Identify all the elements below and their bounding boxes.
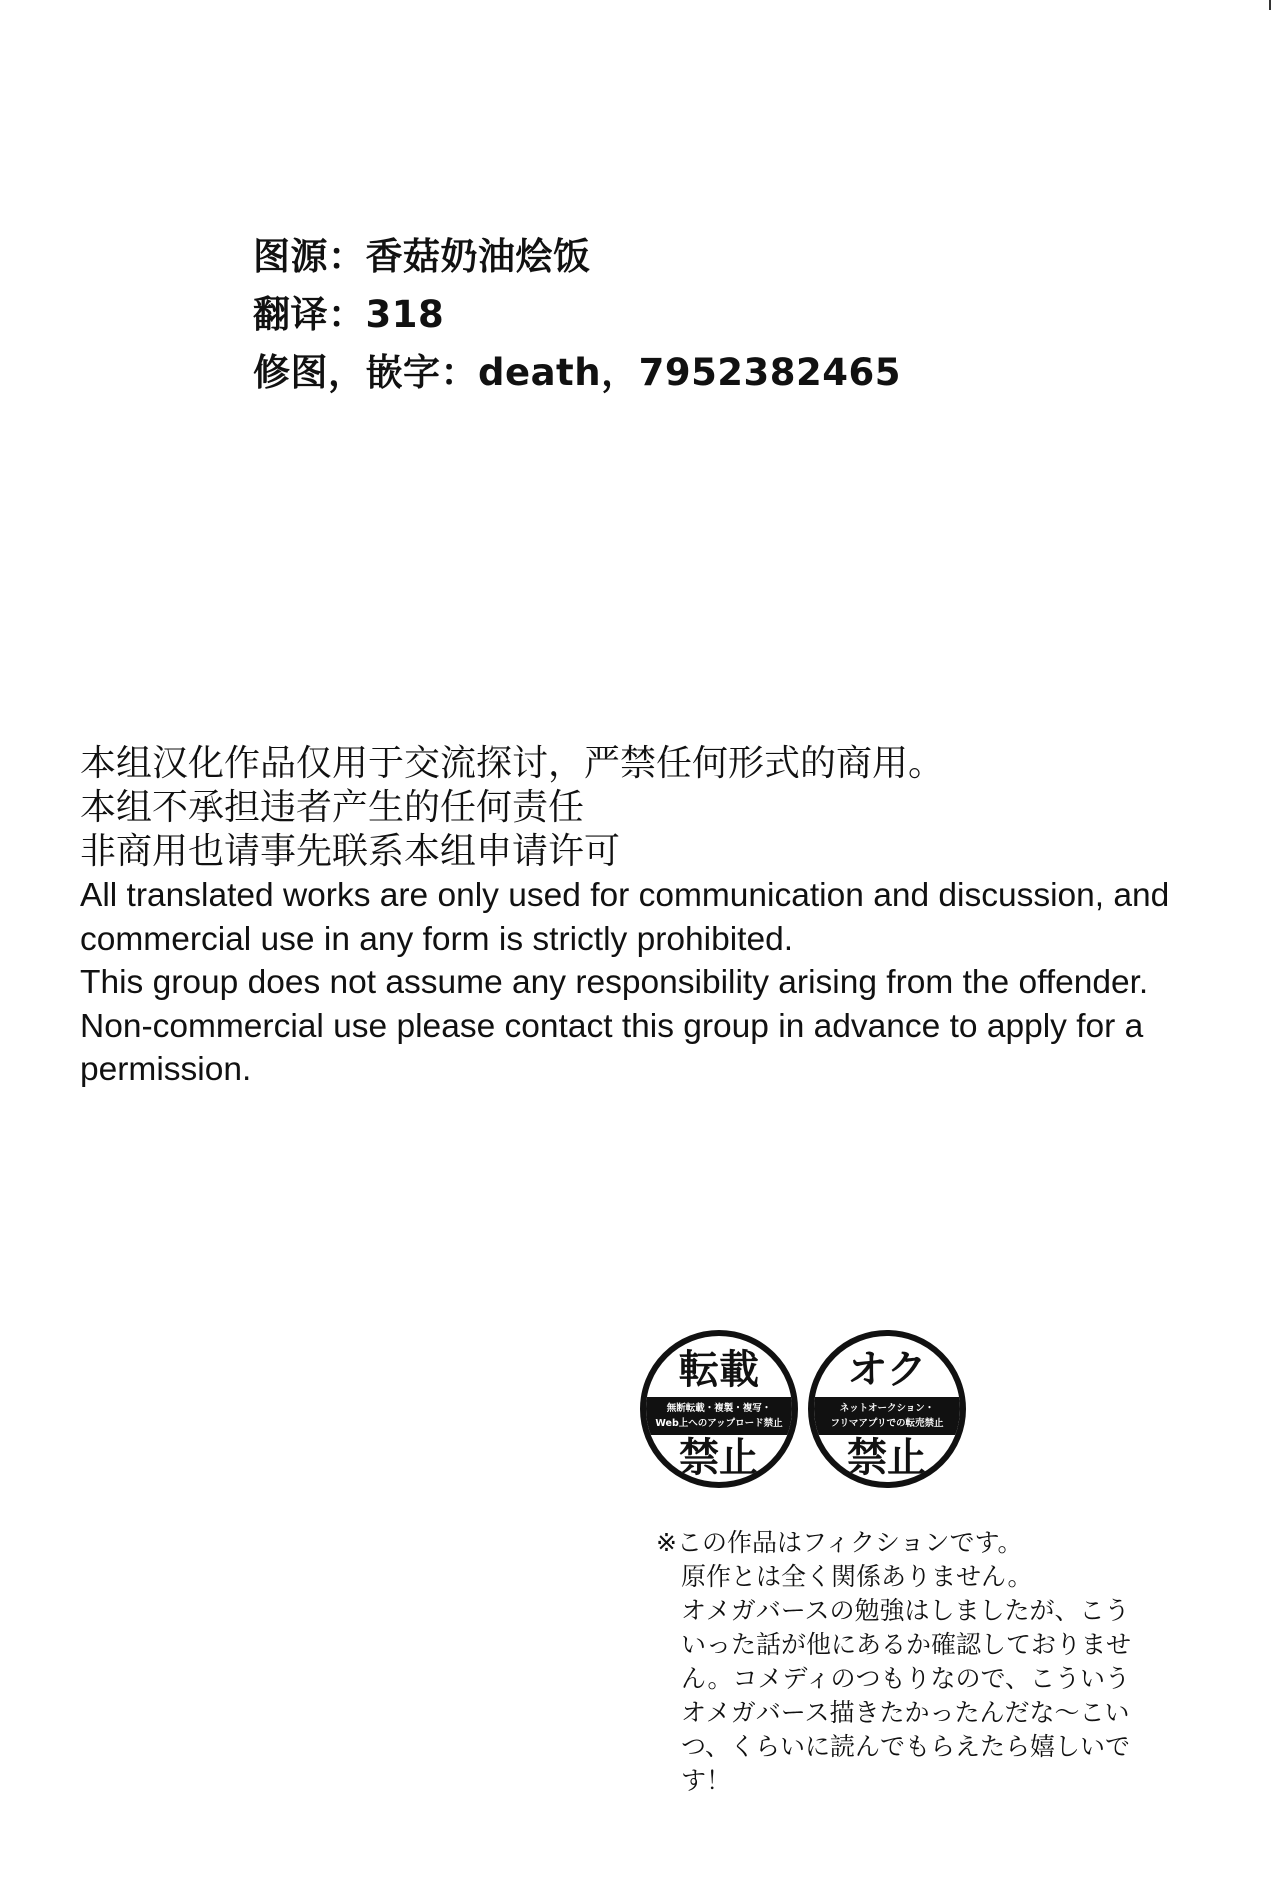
fiction-note-line: つ、くらいに読んでもらえたら嬉しいで — [681, 1732, 1131, 1761]
badge-band-line: フリマアプリでの転売禁止 — [830, 1418, 944, 1429]
fiction-note-line: オメガバースの勉強はしましたが、こう — [681, 1596, 1130, 1625]
prohibition-badges — [640, 1330, 980, 1500]
badge-top-text: オク — [847, 1347, 927, 1393]
credit-editing: 修图，嵌字：death，7952382465 — [253, 351, 902, 394]
badge-band — [642, 1397, 796, 1435]
notice-en-paragraph: Non-commercial use please contact this group in advance to apply for a permission. — [80, 1007, 1144, 1088]
credit-translation: 翻译：318 — [253, 293, 445, 336]
badge-band-line: ネットオークション・ — [839, 1403, 935, 1414]
no-auction-badge — [808, 1330, 966, 1488]
fiction-note-body — [656, 1560, 1161, 1798]
notice-cn-line: 本组汉化作品仅用于交流探讨，严禁任何形式的商用。 — [80, 743, 945, 784]
notice-en-paragraph: All translated works are only used for communication and discussion, and commercial use in any form is strictly prohibited. — [80, 877, 1170, 958]
fiction-note — [656, 1526, 1176, 1798]
badge-band-line: 無断転載・複製・複写・ — [666, 1403, 772, 1414]
disclaimer-notice — [80, 742, 1230, 1092]
credits-block — [253, 228, 953, 402]
badge-bottom-text: 禁止 — [679, 1435, 759, 1481]
fiction-note-first-line: ※この作品はフィクションです。 — [656, 1528, 1023, 1557]
badge-band — [810, 1397, 964, 1435]
credit-source: 图源：香菇奶油烩饭 — [253, 235, 591, 278]
badge-bottom-text: 禁止 — [847, 1435, 927, 1481]
fiction-note-line: いった話が他にあるか確認しておりませ — [681, 1630, 1132, 1659]
fiction-note-line: オメガバース描きたかったんだな〜こい — [681, 1698, 1130, 1727]
badge-top-text: 転載 — [679, 1347, 759, 1393]
no-reprint-badge — [640, 1330, 798, 1488]
notice-cn-line: 本组不承担违者产生的任何责任 — [80, 787, 585, 828]
fiction-note-line: す！ — [681, 1766, 732, 1795]
fiction-note-line: 原作とは全く関係ありません。 — [681, 1562, 1033, 1591]
fiction-note-line: ん。コメディのつもりなので、こういう — [681, 1664, 1131, 1693]
page-edge-mark — [1269, 0, 1271, 10]
notice-cn-line: 非商用也请事先联系本组申请许可 — [80, 831, 621, 872]
badge-band-line: Web上へのアップロード禁止 — [655, 1418, 783, 1429]
notice-en-paragraph: This group does not assume any responsibility arising from the offender. — [80, 964, 1149, 1001]
